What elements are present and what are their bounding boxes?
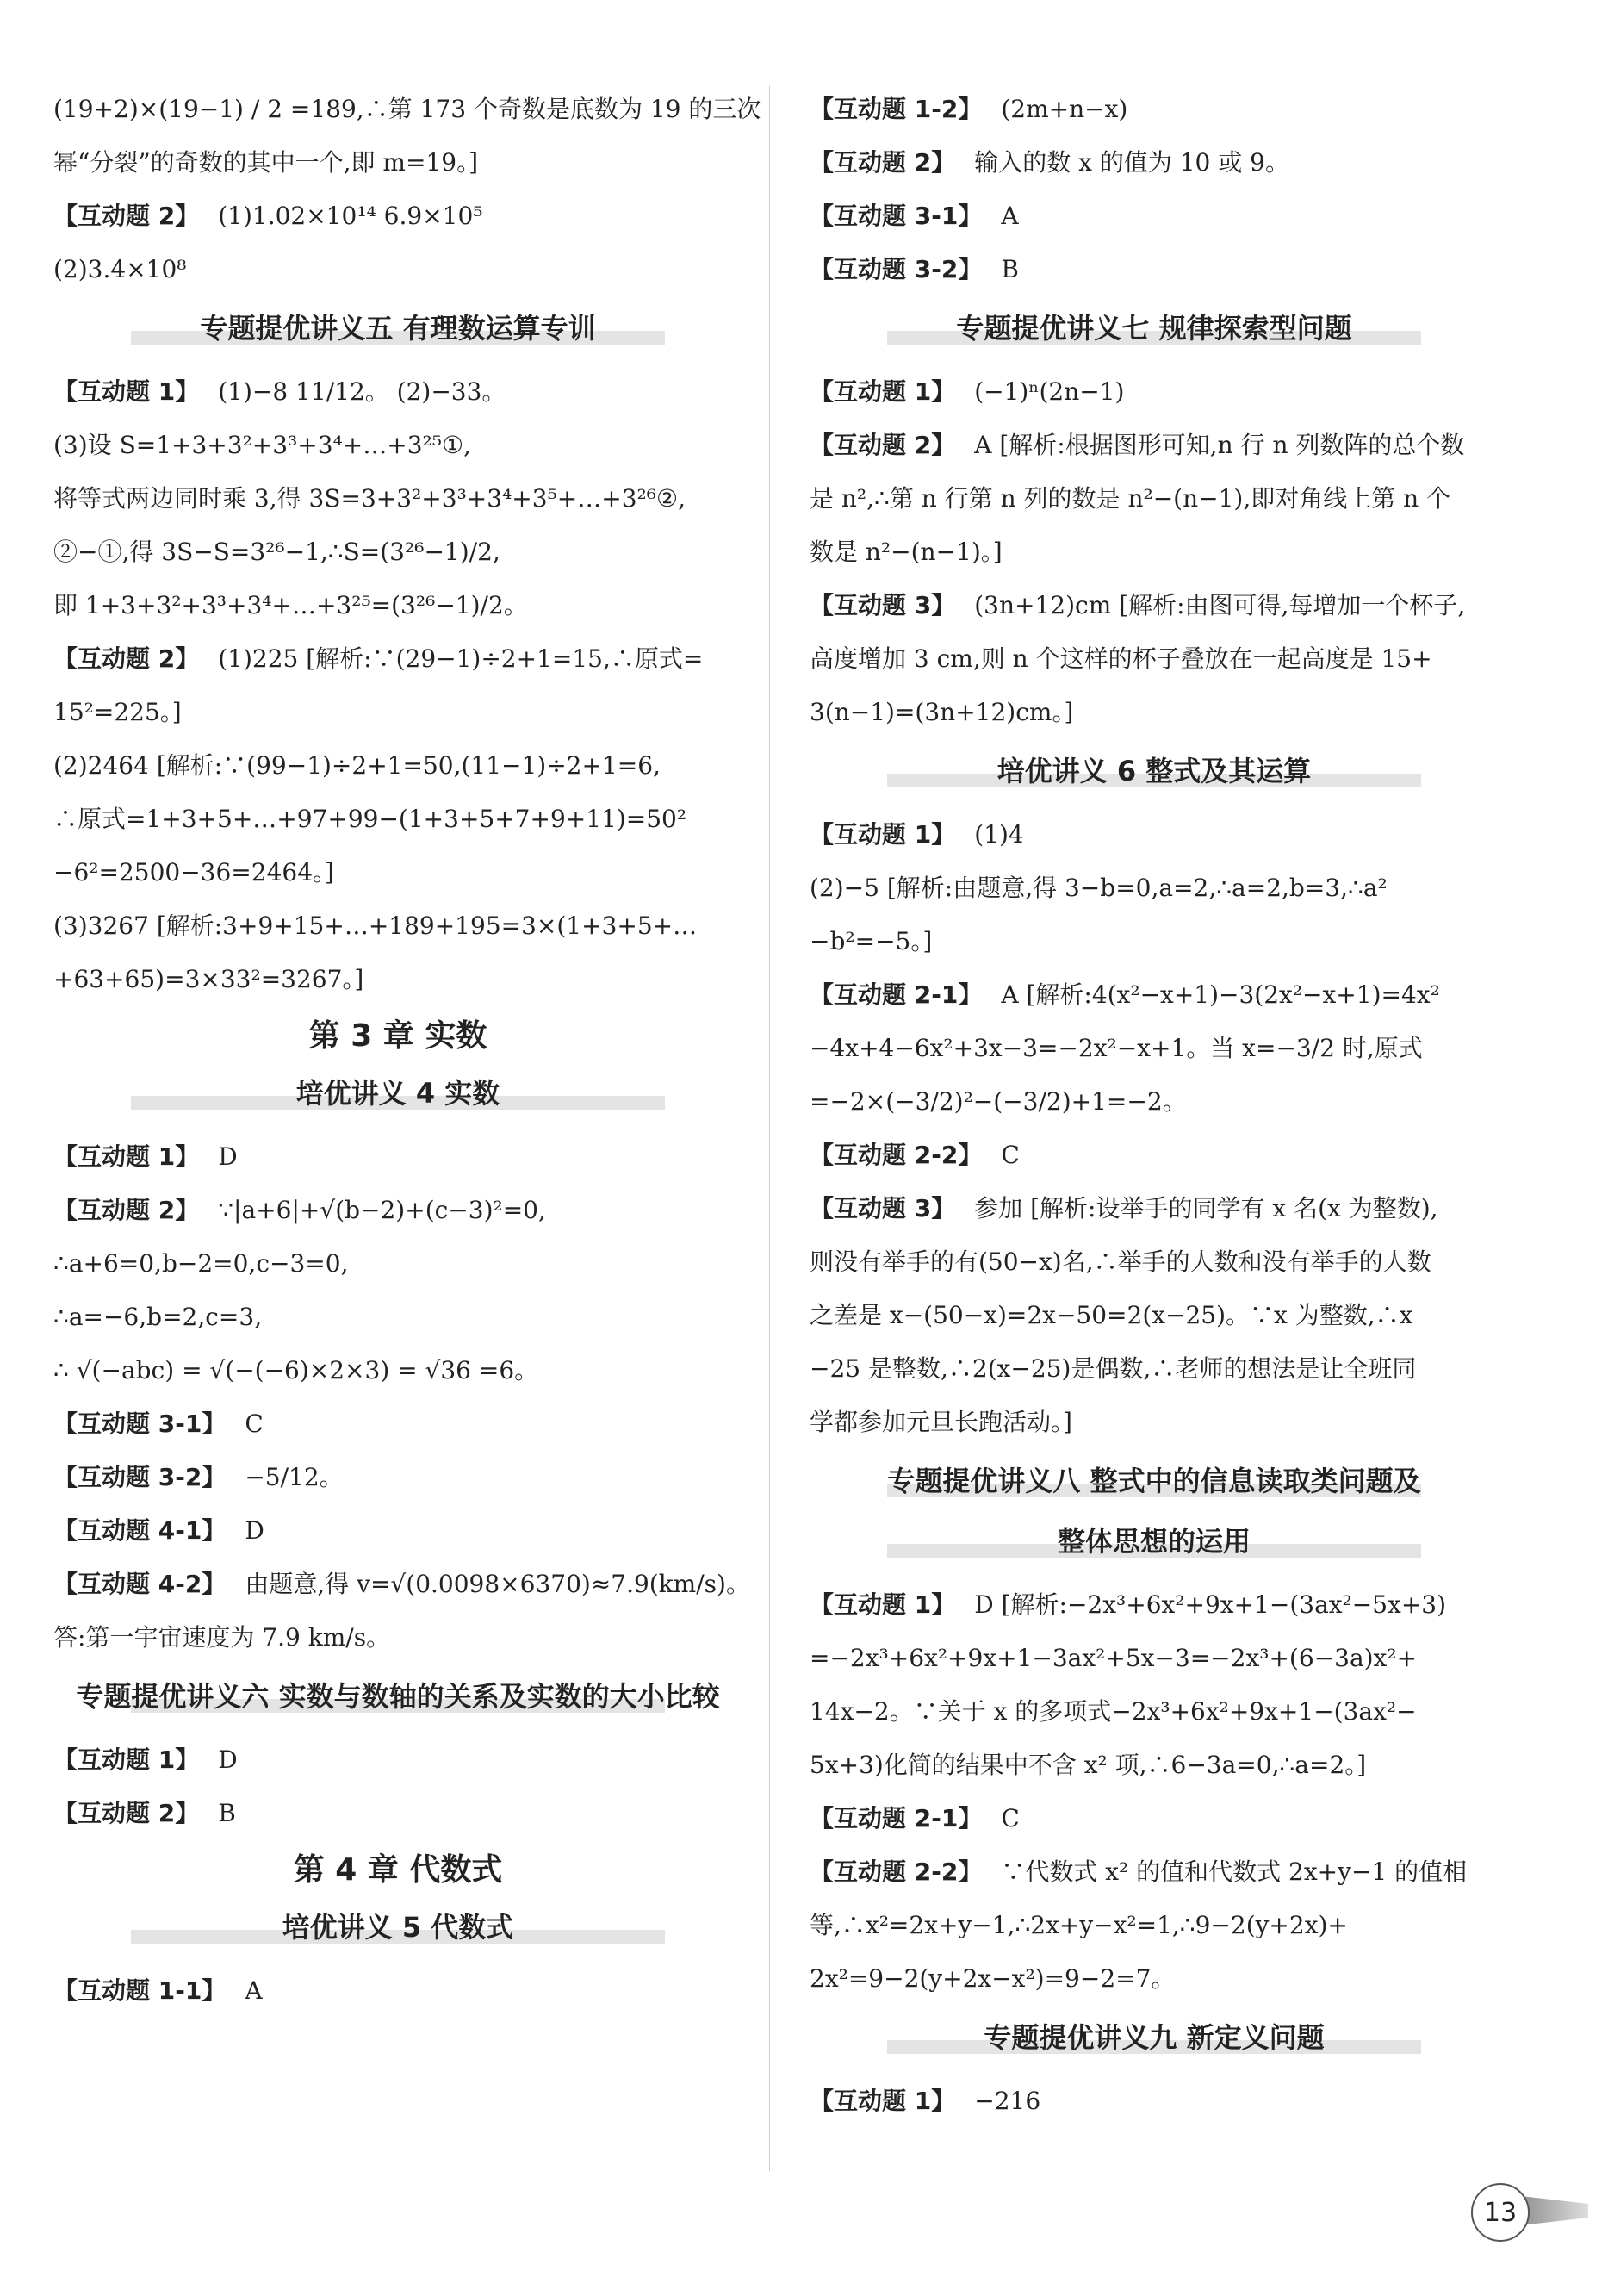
answer-text: ∴a+6=0,b−2=0,c−3=0, xyxy=(53,1249,349,1278)
answer-line xyxy=(53,136,742,190)
answer-text: C xyxy=(1001,1804,1020,1832)
section-title xyxy=(810,748,1499,794)
answer-line xyxy=(53,793,742,846)
answer-line xyxy=(53,1184,742,1237)
answer-text: (1)−8 11/12。 (2)−33。 xyxy=(218,377,506,406)
question-label: 【互动题 1】 xyxy=(53,1142,200,1171)
answer-text: (1)1.02×10¹⁴ 6.9×10⁵ xyxy=(218,202,483,230)
section-title xyxy=(53,305,742,352)
answer-line xyxy=(810,1899,1499,1952)
section-title xyxy=(810,1518,1499,1565)
answer-line xyxy=(810,136,1499,190)
answer-line xyxy=(810,1952,1499,2006)
question-label: 【互动题 1】 xyxy=(53,377,200,406)
answer-line xyxy=(810,686,1499,739)
answer-line xyxy=(810,1845,1499,1899)
section-title xyxy=(810,2014,1499,2061)
question-label: 【互动题 1-2】 xyxy=(810,95,983,123)
answer-line xyxy=(810,1289,1499,1342)
section-title xyxy=(53,1070,742,1117)
answer-text: 将等式两边同时乘 3,得 3S=3+3²+3³+3⁴+3⁵+…+3²⁶②, xyxy=(53,484,686,513)
answer-line xyxy=(810,1235,1499,1289)
answer-line xyxy=(810,1578,1499,1632)
answer-text: =−2x³+6x²+9x+1−3ax²+5x−3=−2x³+(6−3a)x²+ xyxy=(810,1644,1418,1672)
answer-line xyxy=(810,632,1499,686)
answer-line xyxy=(810,83,1499,136)
answer-text: (1)225 [解析:∵(29−1)÷2+1=15,∴原式= xyxy=(218,644,704,673)
answer-line xyxy=(53,1611,742,1664)
answer-text: 学都参加元旦长跑活动。] xyxy=(810,1408,1072,1436)
question-label: 【互动题 2】 xyxy=(53,1799,200,1827)
answer-line xyxy=(810,1792,1499,1845)
answer-text: 参加 [解析:设举手的同学有 x 名(x 为整数), xyxy=(974,1194,1438,1223)
question-label: 【互动题 1】 xyxy=(810,820,956,849)
answer-line xyxy=(53,686,742,739)
answer-text: D xyxy=(245,1516,264,1545)
answer-text: (1)4 xyxy=(974,820,1024,849)
answer-line xyxy=(53,1787,742,1840)
answer-line xyxy=(810,472,1499,526)
answer-line xyxy=(810,1685,1499,1739)
answer-text: 15²=225。] xyxy=(53,698,182,726)
section-title-text: 培优讲义 5 代数式 xyxy=(282,1911,514,1944)
answer-line xyxy=(810,1632,1499,1685)
answer-text: +63+65)=3×33²=3267。] xyxy=(53,965,364,993)
answer-line xyxy=(53,1397,742,1451)
question-label: 【互动题 2】 xyxy=(53,202,200,230)
section-title-text: 培优讲义 4 实数 xyxy=(295,1077,500,1110)
answer-text: (2)3.4×10⁸ xyxy=(53,255,187,283)
section-title-text: 专题提优讲义七 规律探索型问题 xyxy=(956,312,1352,345)
answer-text: (3n+12)cm [解析:由图可得,每增加一个杯子, xyxy=(974,591,1466,619)
answer-line xyxy=(53,899,742,953)
answer-text: 由题意,得 v=√(0.0098×6370)≈7.9(km/s)。 xyxy=(245,1570,750,1598)
question-label: 【互动题 3】 xyxy=(810,591,956,619)
section-title-text: 培优讲义 6 整式及其运算 xyxy=(996,755,1312,787)
chapter-title: 第 4 章 代数式 xyxy=(293,1852,503,1888)
answer-line xyxy=(53,1451,742,1504)
answer-line xyxy=(53,846,742,899)
answer-text: −6²=2500−36=2464。] xyxy=(53,858,334,887)
answer-line xyxy=(810,365,1499,419)
answer-text: 即 1+3+3²+3³+3⁴+…+3²⁵=(3²⁶−1)/2。 xyxy=(53,591,528,619)
question-label: 【互动题 2】 xyxy=(53,644,200,673)
answer-line xyxy=(53,365,742,419)
answer-line xyxy=(810,915,1499,968)
answer-text: ∴a=−6,b=2,c=3, xyxy=(53,1303,263,1331)
answer-text: 5x+3)化简的结果中不含 x² 项,∴6−3a=0,∴a=2。] xyxy=(810,1751,1367,1779)
answer-line xyxy=(53,526,742,579)
answer-text: A xyxy=(245,1976,263,2005)
answer-text: ∵代数式 x² 的值和代数式 2x+y−1 的值相 xyxy=(1001,1857,1468,1886)
answer-line xyxy=(810,1129,1499,1182)
answer-text: (3)3267 [解析:3+9+15+…+189+195=3×(1+3+5+… xyxy=(53,912,698,940)
answer-line xyxy=(810,968,1499,1022)
answer-line xyxy=(810,1396,1499,1449)
question-label: 【互动题 1-1】 xyxy=(53,1976,227,2005)
answer-line xyxy=(53,1130,742,1184)
answer-text: 2x²=9−2(y+2x−x²)=9−2=7。 xyxy=(810,1964,1176,1993)
section-title xyxy=(810,1458,1499,1504)
answer-line xyxy=(53,579,742,632)
answer-line xyxy=(810,579,1499,632)
answer-text: 3(n−1)=(3n+12)cm。] xyxy=(810,698,1074,726)
answer-text: (3)设 S=1+3+3²+3³+3⁴+…+3²⁵①, xyxy=(53,431,471,459)
answer-text: 输入的数 x 的值为 10 或 9。 xyxy=(974,148,1289,177)
answer-line xyxy=(810,1739,1499,1792)
answer-line xyxy=(810,808,1499,862)
answer-text: −216 xyxy=(974,2087,1041,2115)
answer-line xyxy=(53,1237,742,1291)
right-column xyxy=(810,83,1499,2128)
question-label: 【互动题 3-1】 xyxy=(810,202,983,230)
answer-text: B xyxy=(1001,255,1019,283)
section-title-text: 专题提优讲义九 新定义问题 xyxy=(984,2021,1325,2054)
answer-text: D [解析:−2x³+6x²+9x+1−(3ax²−5x+3) xyxy=(974,1590,1447,1619)
answer-text: −5/12。 xyxy=(245,1463,344,1491)
answer-line xyxy=(810,419,1499,472)
answer-text: A [解析:4(x²−x+1)−3(2x²−x+1)=4x² xyxy=(1001,980,1440,1009)
answer-line xyxy=(810,190,1499,243)
answer-text: 之差是 x−(50−x)=2x−50=2(x−25)。∵x 为整数,∴x xyxy=(810,1301,1413,1329)
answer-line xyxy=(53,243,742,296)
answer-line xyxy=(810,1182,1499,1235)
question-label: 【互动题 2-1】 xyxy=(810,1804,983,1832)
answer-line xyxy=(53,1291,742,1344)
answer-line xyxy=(810,526,1499,579)
answer-line xyxy=(53,1504,742,1558)
answer-text: =−2×(−3/2)²−(−3/2)+1=−2。 xyxy=(810,1087,1187,1116)
answer-text: 数是 n²−(n−1)。] xyxy=(810,538,1003,566)
answer-text: 是 n²,∴第 n 行第 n 列的数是 n²−(n−1),即对角线上第 n 个 xyxy=(810,484,1451,513)
answer-text: −4x+4−6x²+3x−3=−2x²−x+1。当 x=−3/2 时,原式 xyxy=(810,1034,1423,1062)
page-number: 13 xyxy=(1471,2183,1530,2242)
answer-text: A [解析:根据图形可知,n 行 n 列数阵的总个数 xyxy=(974,431,1465,459)
answer-line xyxy=(53,1558,750,1611)
section-title-text: 专题提优讲义六 实数与数轴的关系及实数的大小比较 xyxy=(76,1680,720,1713)
answer-text: 幂“分裂”的奇数的其中一个,即 m=19。] xyxy=(53,148,478,177)
answer-line xyxy=(810,1075,1499,1129)
question-label: 【互动题 2】 xyxy=(810,431,956,459)
answer-text: 14x−2。∵关于 x 的多项式−2x³+6x²+9x+1−(3ax²− xyxy=(810,1697,1417,1726)
answer-line xyxy=(810,862,1499,915)
answer-text: 高度增加 3 cm,则 n 个这样的杯子叠放在一起高度是 15+ xyxy=(810,644,1432,673)
answer-text: 答:第一宇宙速度为 7.9 km/s。 xyxy=(53,1623,391,1652)
answer-text: −b²=−5。] xyxy=(810,927,933,955)
answer-text: −25 是整数,∴2(x−25)是偶数,∴老师的想法是让全班同 xyxy=(810,1354,1417,1383)
question-label: 【互动题 2】 xyxy=(810,148,956,177)
answer-text: (19+2)×(19−1) / 2 =189,∴第 173 个奇数是底数为 19 的三次 xyxy=(53,95,761,123)
answer-line xyxy=(53,953,742,1006)
answer-line xyxy=(53,83,761,136)
answer-line xyxy=(810,1022,1499,1075)
answer-line xyxy=(53,632,742,686)
answer-text: ∴原式=1+3+5+…+97+99−(1+3+5+7+9+11)=50² xyxy=(53,805,687,833)
answer-text: D xyxy=(218,1142,238,1171)
section-title xyxy=(53,1904,742,1951)
answer-line xyxy=(810,1342,1499,1396)
answer-line xyxy=(810,2075,1499,2128)
answer-text: C xyxy=(245,1409,264,1438)
question-label: 【互动题 2】 xyxy=(53,1196,200,1224)
answer-line xyxy=(53,472,742,526)
section-title-text: 专题提优讲义五 有理数运算专训 xyxy=(200,312,596,345)
question-label: 【互动题 1】 xyxy=(810,377,956,406)
section-title xyxy=(810,305,1499,352)
question-label: 【互动题 3-1】 xyxy=(53,1409,227,1438)
answer-text: 等,∴x²=2x+y−1,∴2x+y−x²=1,∴9−2(y+2x)+ xyxy=(810,1911,1348,1939)
question-label: 【互动题 4-1】 xyxy=(53,1516,227,1545)
question-label: 【互动题 1】 xyxy=(53,1745,200,1774)
section-title-text: 整体思想的运用 xyxy=(1057,1525,1251,1558)
chapter-title: 第 3 章 实数 xyxy=(308,1018,487,1054)
question-label: 【互动题 3】 xyxy=(810,1194,956,1223)
answer-text: ∴ √(−abc) = √(−(−6)×2×3) = √36 =6。 xyxy=(53,1356,539,1384)
answer-line xyxy=(53,739,742,793)
answer-text: (−1)ⁿ(2n−1) xyxy=(974,377,1125,406)
answer-text: (2)−5 [解析:由题意,得 3−b=0,a=2,∴a=2,b=3,∴a² xyxy=(810,874,1388,902)
answer-line xyxy=(810,243,1499,296)
answer-text: (2)2464 [解析:∵(99−1)÷2+1=50,(11−1)÷2+1=6, xyxy=(53,751,661,780)
left-column xyxy=(53,83,761,2018)
answer-text: 则没有举手的有(50−x)名,∴举手的人数和没有举手的人数 xyxy=(810,1248,1431,1276)
question-label: 【互动题 1】 xyxy=(810,2087,956,2115)
answer-text: ∵|a+6|+√(b−2)+(c−3)²=0, xyxy=(218,1196,546,1224)
question-label: 【互动题 2-2】 xyxy=(810,1141,983,1169)
question-label: 【互动题 2-1】 xyxy=(810,980,983,1009)
answer-line xyxy=(53,1344,742,1397)
column-divider xyxy=(769,86,770,2171)
answer-line xyxy=(53,419,742,472)
answer-line xyxy=(53,1964,742,2018)
answer-text: D xyxy=(218,1745,238,1774)
answer-text: B xyxy=(218,1799,236,1827)
answer-text: C xyxy=(1001,1141,1020,1169)
answer-text: (2m+n−x) xyxy=(1001,95,1128,123)
answer-line xyxy=(53,1733,742,1787)
question-label: 【互动题 3-2】 xyxy=(53,1463,227,1491)
question-label: 【互动题 2-2】 xyxy=(810,1857,983,1886)
section-title-text: 专题提优讲义八 整式中的信息读取类问题及 xyxy=(887,1465,1421,1497)
answer-text: ②−①,得 3S−S=3²⁶−1,∴S=(3²⁶−1)/2, xyxy=(53,538,500,566)
question-label: 【互动题 4-2】 xyxy=(53,1570,227,1598)
question-label: 【互动题 1】 xyxy=(810,1590,956,1619)
question-label: 【互动题 3-2】 xyxy=(810,255,983,283)
answer-line xyxy=(53,190,742,243)
section-title xyxy=(53,1673,742,1720)
answer-text: A xyxy=(1001,202,1019,230)
